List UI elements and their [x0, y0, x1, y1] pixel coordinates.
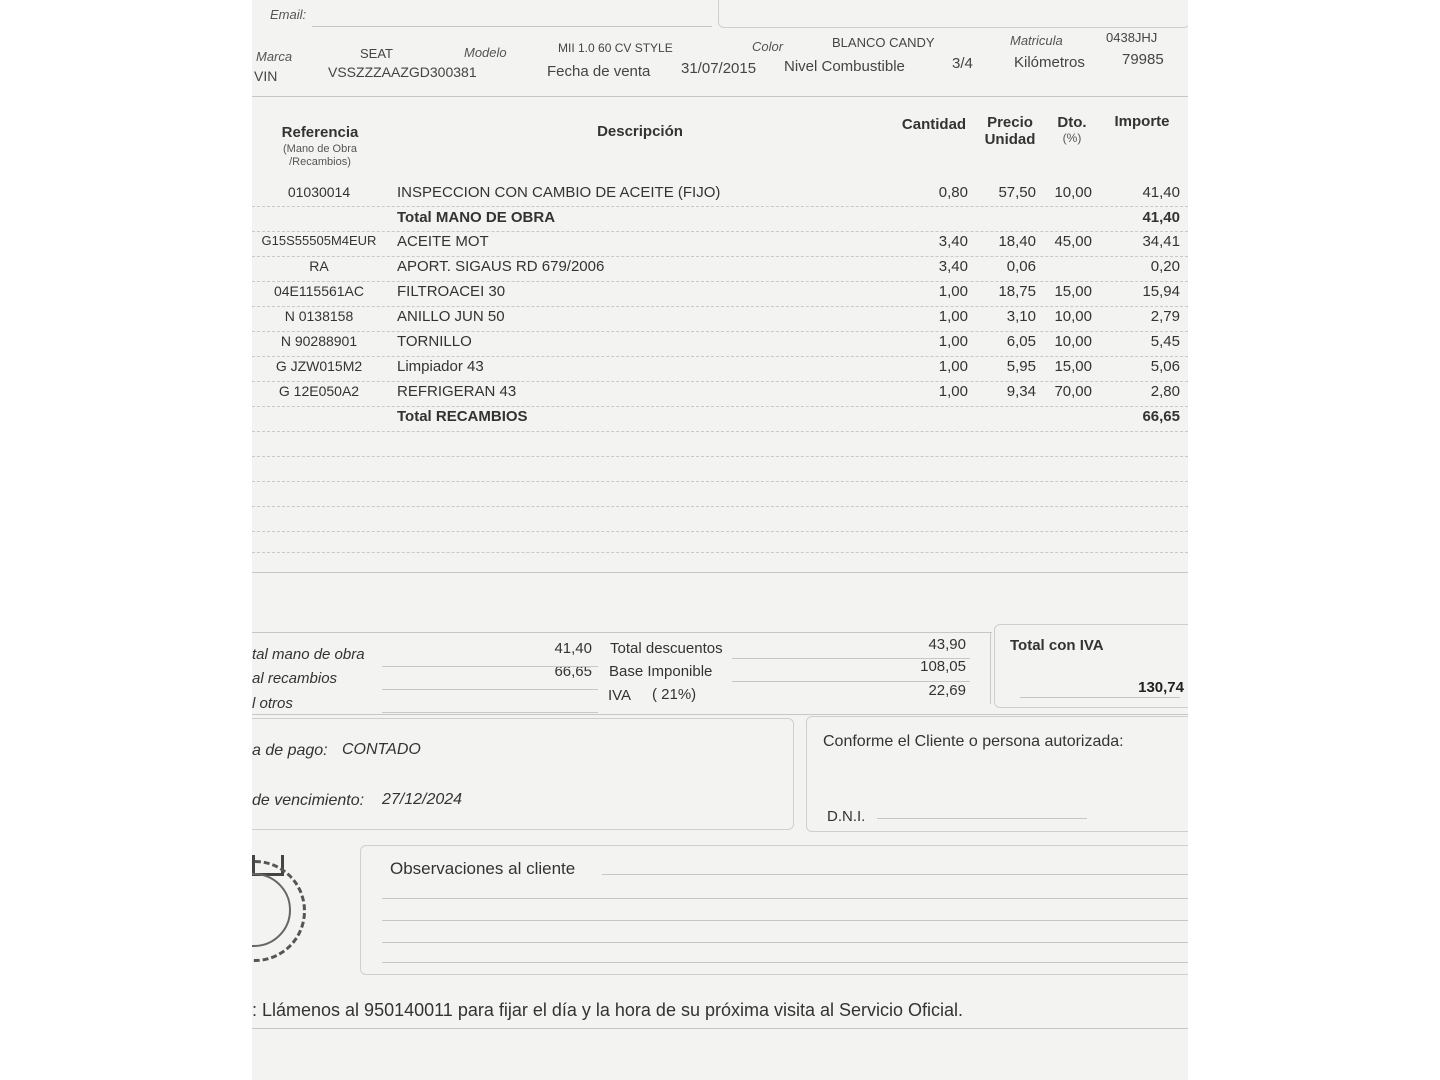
iva-value: 22,69: [928, 682, 966, 699]
row-price: 57,50: [998, 184, 1036, 201]
iva-label: IVA: [608, 687, 632, 704]
mano-obra-total-value: 41,40: [554, 640, 592, 657]
modelo-value: MII 1.0 60 CV STYLE: [558, 41, 673, 55]
row-ref: N 90288901: [280, 333, 358, 349]
km-label: Kilómetros: [1014, 54, 1085, 71]
observaciones-line: [382, 942, 1188, 943]
email-label: Email:: [270, 7, 307, 22]
col-dto-subheader: (%): [1062, 131, 1082, 145]
col-qty-header: Cantidad: [901, 116, 967, 133]
combustible-value: 3/4: [952, 55, 973, 72]
table-row: [252, 308, 1188, 333]
row-desc: FILTROACEI 30: [397, 283, 506, 300]
row-imp: 66,65: [1142, 408, 1180, 425]
totals-rule: [732, 681, 970, 682]
row-qty: 0,80: [938, 184, 968, 201]
row-rule: [252, 356, 1188, 357]
row-qty: 1,00: [938, 383, 968, 400]
row-rule: [252, 531, 1188, 532]
row-rule: [252, 206, 1188, 207]
base-imponible-label: Base Imponible: [609, 663, 713, 680]
col-ref-header: Referencia: [281, 124, 359, 141]
fecha-venta-value: 31/07/2015: [681, 60, 757, 77]
otros-total-label: l otros: [252, 695, 293, 712]
totals-top-line: [252, 632, 992, 633]
row-dto: 15,00: [1054, 283, 1092, 300]
stamp-seal-icon: [252, 860, 306, 962]
row-imp: 5,45: [1150, 333, 1180, 350]
iva-rate: ( 21%): [652, 686, 697, 703]
row-rule: [252, 256, 1188, 257]
row-desc: INSPECCION CON CAMBIO DE ACEITE (FIJO): [397, 184, 721, 201]
mano-obra-total-label: tal mano de obra: [252, 646, 365, 663]
row-ref: G15S55505M4EUR: [261, 233, 377, 248]
payment-box: [252, 718, 794, 830]
row-rule: [252, 506, 1188, 507]
table-row: [252, 258, 1188, 283]
total-iva-rule: [1020, 697, 1180, 698]
row-imp: 2,80: [1150, 383, 1180, 400]
observaciones-line: [382, 920, 1188, 921]
header-right-box: [718, 0, 1188, 28]
row-desc: ANILLO JUN 50: [397, 308, 505, 325]
recambios-total-value: 66,65: [554, 663, 592, 680]
row-dto: 45,00: [1054, 233, 1092, 250]
color-value: BLANCO CANDY: [832, 35, 935, 50]
invoice-page: [252, 0, 1188, 1080]
col-dto-header: Dto.: [1057, 114, 1087, 131]
row-dto: 10,00: [1054, 333, 1092, 350]
descuentos-value: 43,90: [928, 636, 966, 653]
col-imp-header: Importe: [1114, 113, 1170, 130]
row-qty: 1,00: [938, 333, 968, 350]
row-qty: 1,00: [938, 358, 968, 375]
fecha-venta-label: Fecha de venta: [547, 63, 651, 80]
header-divider: [252, 96, 1188, 97]
col-desc-header: Descripción: [597, 123, 683, 140]
forma-pago-label: a de pago:: [252, 742, 328, 759]
row-ref: RA: [309, 258, 329, 274]
row-ref: 04E115561AC: [273, 283, 365, 299]
row-qty: 3,40: [938, 233, 968, 250]
row-qty: 3,40: [938, 258, 968, 275]
matricula-value: 0438JHJ: [1106, 30, 1158, 45]
totals-rule: [732, 658, 970, 659]
combustible-label: Nivel Combustible: [784, 58, 905, 75]
row-imp: 41,40: [1142, 209, 1180, 226]
footer-message: : Llámenos al 950140011 para fijar el día y la hora de su próxima visita al Servicio Oficial.: [252, 1000, 964, 1020]
row-desc: Limpiador 43: [397, 358, 484, 375]
vencimiento-label: de vencimiento:: [252, 792, 365, 809]
table-row: [252, 358, 1188, 383]
color-label: Color: [752, 39, 784, 54]
recambios-total-label: al recambios: [252, 670, 338, 687]
row-price: 3,10: [1006, 308, 1036, 325]
totals-rule: [382, 689, 598, 690]
row-price: 18,40: [998, 233, 1036, 250]
row-rule: [252, 231, 1188, 232]
row-rule: [252, 306, 1188, 307]
row-imp: 15,94: [1142, 283, 1180, 300]
row-desc: TORNILLO: [397, 333, 472, 350]
totals-rule: [382, 666, 598, 667]
observaciones-line: [382, 962, 1188, 963]
row-price: 0,06: [1006, 258, 1036, 275]
row-ref: G 12E050A2: [278, 383, 360, 399]
row-rule: [252, 481, 1188, 482]
totals-rule: [382, 712, 598, 713]
row-qty: 1,00: [938, 283, 968, 300]
observaciones-label: Observaciones al cliente: [390, 859, 576, 878]
row-dto: 10,00: [1054, 184, 1092, 201]
row-rule: [252, 431, 1188, 432]
row-qty: 1,00: [938, 308, 968, 325]
row-rule: [252, 406, 1188, 407]
km-value: 79985: [1122, 51, 1164, 68]
email-line: [312, 26, 712, 27]
totals-bottom-line: [252, 714, 1188, 715]
row-price: 5,95: [1006, 358, 1036, 375]
observaciones-line: [382, 898, 1188, 899]
row-dto: 10,00: [1054, 308, 1092, 325]
forma-pago-value: CONTADO: [342, 741, 421, 758]
footer-line: [252, 1028, 1188, 1029]
row-imp: 34,41: [1142, 233, 1180, 250]
marca-label: Marca: [256, 49, 293, 64]
row-desc: REFRIGERAN 43: [397, 383, 517, 400]
row-price: 6,05: [1006, 333, 1036, 350]
row-desc: APORT. SIGAUS RD 679/2006: [397, 258, 605, 275]
row-desc: Total RECAMBIOS: [397, 408, 528, 425]
vin-label: VIN: [254, 68, 278, 84]
row-desc: ACEITE MOT: [397, 233, 489, 250]
observaciones-line: [602, 874, 1188, 875]
table-row: [252, 283, 1188, 308]
base-imponible-value: 108,05: [920, 658, 966, 675]
row-ref: 01030014: [287, 184, 351, 200]
dni-line: [877, 818, 1087, 819]
table-row: [252, 233, 1188, 258]
row-rule: [252, 456, 1188, 457]
row-rule: [252, 552, 1188, 553]
table-row-total-recambios: [252, 408, 1188, 433]
descuentos-label: Total descuentos: [610, 640, 723, 657]
total-iva-value: 130,74: [1138, 679, 1184, 696]
row-ref: G JZW015M2: [275, 358, 363, 374]
row-desc: Total MANO DE OBRA: [397, 209, 556, 226]
conforme-label: Conforme el Cliente o persona autorizada:: [823, 733, 1124, 750]
row-price: 18,75: [998, 283, 1036, 300]
table-row: [252, 383, 1188, 408]
matricula-label: Matricula: [1010, 33, 1063, 48]
col-price-header: Precio Unidad: [984, 114, 1036, 148]
row-imp: 41,40: [1142, 184, 1180, 201]
vin-value: VSSZZZAAZGD300381: [328, 64, 477, 80]
row-imp: 2,79: [1150, 308, 1180, 325]
modelo-label: Modelo: [464, 45, 507, 60]
totals-divider: [990, 632, 991, 704]
table-row: [252, 333, 1188, 358]
col-ref-subheader: (Mano de Obra /Recambios): [283, 143, 357, 168]
row-price: 9,34: [1006, 383, 1036, 400]
row-ref: N 0138158: [284, 308, 354, 324]
row-imp: 5,06: [1150, 358, 1180, 375]
dni-label: D.N.I.: [827, 808, 866, 825]
vencimiento-value: 27/12/2024: [382, 791, 463, 808]
row-rule: [252, 331, 1188, 332]
row-rule: [252, 381, 1188, 382]
row-dto: 15,00: [1054, 358, 1092, 375]
marca-value: SEAT: [360, 46, 393, 61]
row-dto: 70,00: [1054, 383, 1092, 400]
total-iva-label: Total con IVA: [1010, 637, 1104, 654]
table-bottom-line: [252, 572, 1188, 573]
row-rule: [252, 281, 1188, 282]
row-imp: 0,20: [1150, 258, 1180, 275]
